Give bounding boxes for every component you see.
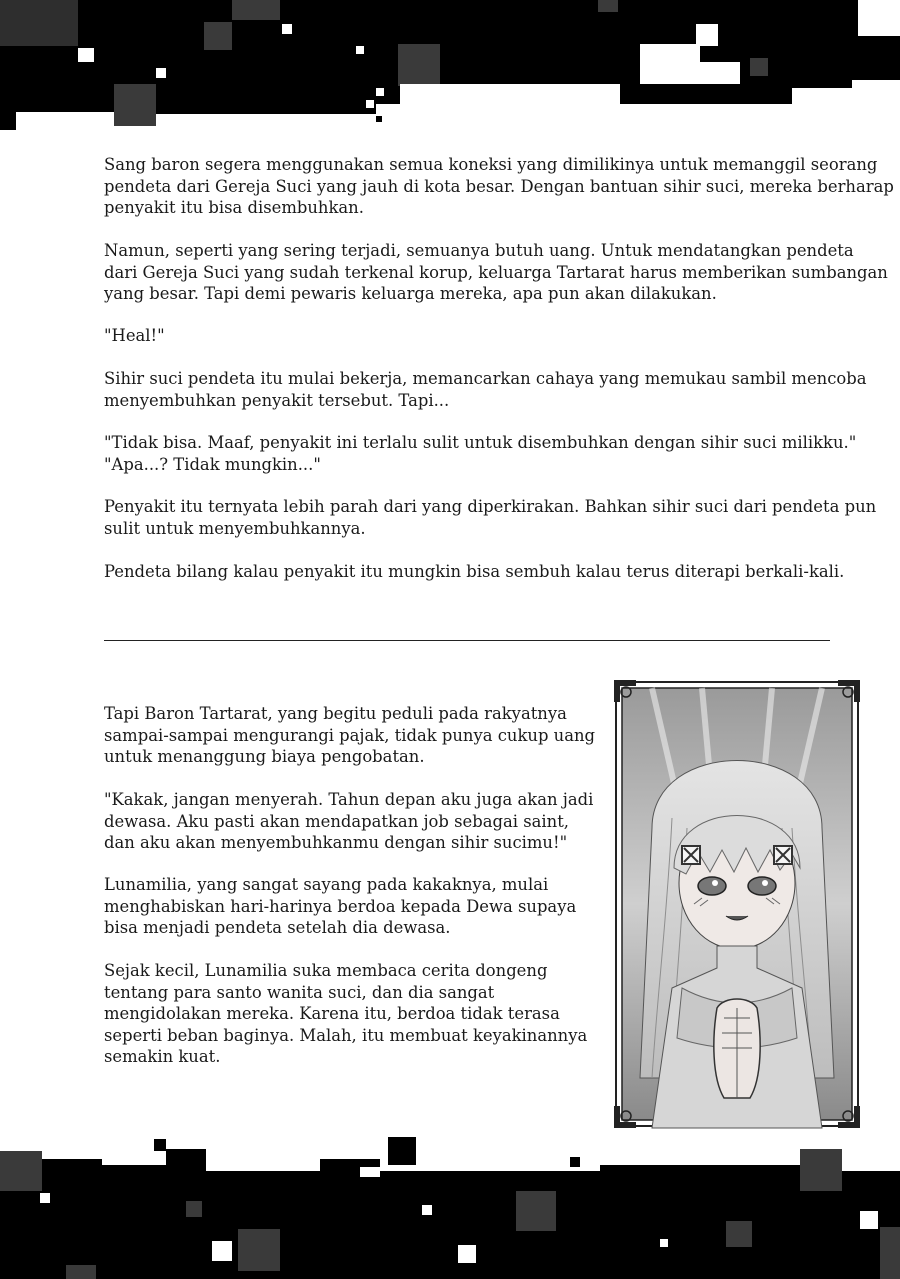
paragraph-money-needed: Namun, seperti yang sering terjadi, semuanya butuh uang. Untuk mendatangkan pendeta dari Gereja Suci yang sudah terkenal korup, keluarga Tartarat harus memberikan sumbangan yang besar. Tapi demi pewaris keluarga mereka, apa pun akan dilakukan.: [104, 241, 888, 304]
paragraph-cannot-heal-dialogue: "Tidak bisa. Maaf, penyakit ini terlalu sulit untuk disembuhkan dengan sihir suci milikku." "Apa...? Tidak mungkin...": [104, 433, 857, 474]
praying-girl-illustration: [612, 678, 862, 1130]
section-divider: [104, 640, 830, 641]
paragraph-cannot-afford: Tapi Baron Tartarat, yang begitu peduli pada rakyatnya sampai-sampai mengurangi pajak, tidak punya cukup uang untuk menanggung biaya pengobatan.: [104, 704, 596, 767]
paragraph-holy-magic-works: Sihir suci pendeta itu mulai bekerja, memancarkan cahaya yang memukau sambil mencoba menyembuhkan penyakit tersebut. Tapi...: [104, 369, 867, 410]
paragraph-baron-calls-priest: Sang baron segera menggunakan semua koneksi yang dimilikinya untuk memanggil seorang pendeta dari Gereja Suci yang jauh di kota besar. Dengan bantuan sihir suci, mereka berharap penyakit itu bisa disembuhkan.: [104, 155, 894, 218]
top-pixel-banner: [0, 0, 900, 130]
paragraph-saint-stories: Sejak kecil, Lunamilia suka membaca cerita dongeng tentang para santo wanita suci, dan dia sangat mengidolakan mereka. Karena itu, berdoa tidak terasa seperti beban baginya. Malah, itu membuat keyakinannya semakin kuat.: [104, 961, 588, 1067]
paragraph-lunamilia-prays: Lunamilia, yang sangat sayang pada kakaknya, mulai menghabiskan hari-harinya berdoa kepada Dewa supaya bisa menjadi pendeta setelah dia dewasa.: [104, 875, 577, 938]
bottom-pixel-banner: [0, 1135, 900, 1279]
paragraph-heal-shout: "Heal!": [104, 326, 165, 345]
paragraph-repeated-therapy: Pendeta bilang kalau penyakit itu mungkin bisa sembuh kalau terus diterapi berkali-kali.: [104, 562, 845, 581]
paragraph-sister-promise: "Kakak, jangan menyerah. Tahun depan aku juga akan jadi dewasa. Aku pasti akan mendapatkan job sebagai saint, dan aku akan menyembuhkanmu dengan sihir sucimu!": [104, 790, 594, 853]
paragraph-worse-than-expected: Penyakit itu ternyata lebih parah dari yang diperkirakan. Bahkan sihir suci dari pendeta pun sulit untuk menyembuhkannya.: [104, 497, 877, 538]
